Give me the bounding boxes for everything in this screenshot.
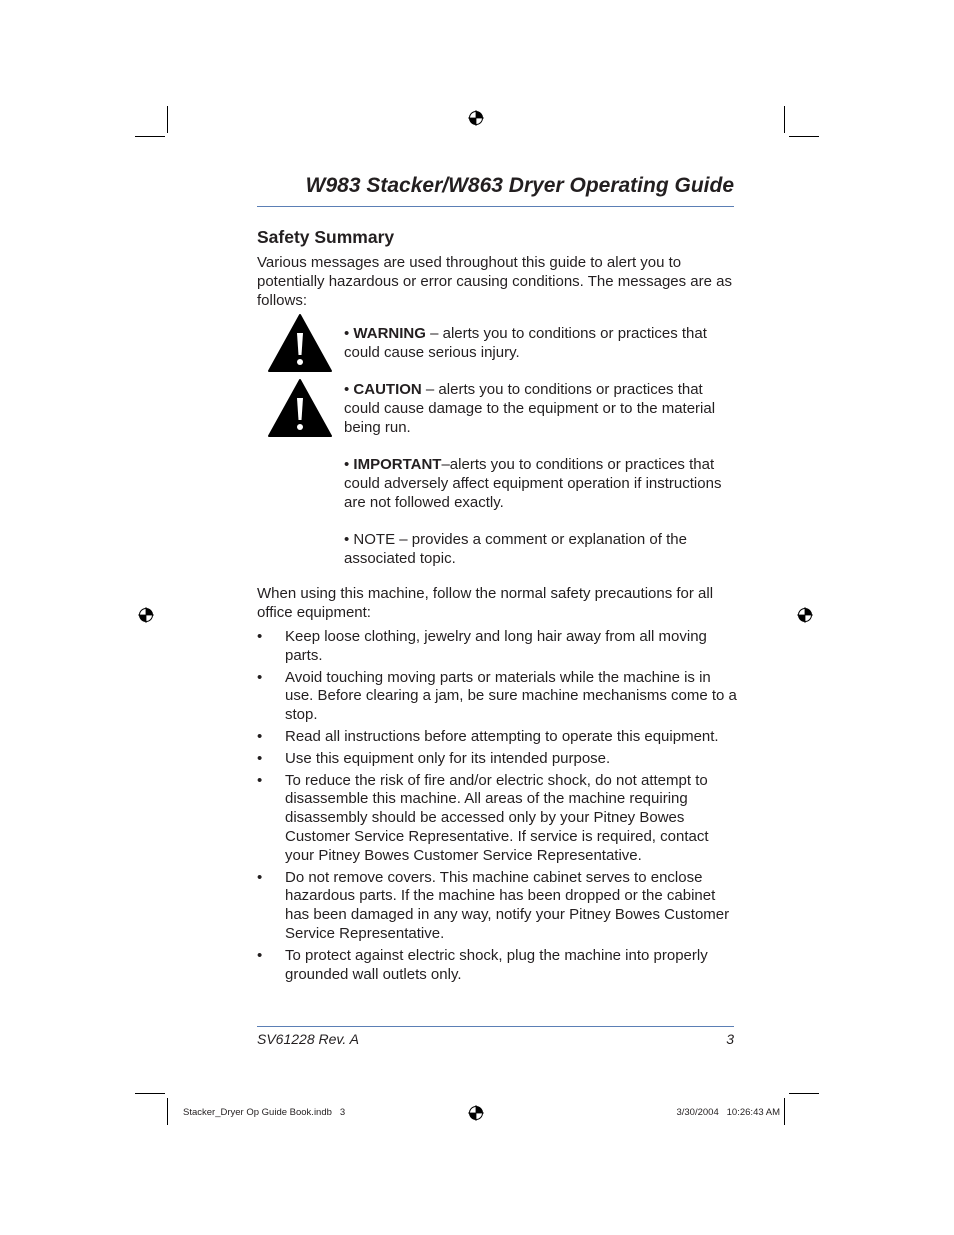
precautions-list	[257, 628, 737, 987]
bullet-glyph: •	[257, 946, 263, 964]
list-item	[257, 669, 737, 725]
warning-triangle-icon	[267, 313, 333, 373]
list-item	[257, 869, 737, 944]
footer-rule	[257, 1026, 734, 1027]
warning-message	[344, 325, 724, 363]
important-label: IMPORTANT	[353, 456, 442, 473]
important-bullet: •	[344, 456, 354, 473]
list-item-text: Do not remove covers. This machine cabinet serves to enclose hazardous parts. If the machine has been dropped or the cabinet has been damaged in any way, notify your Pitney Bowes Customer Service Representative.	[285, 868, 730, 942]
crop-mark	[789, 136, 819, 137]
list-item-text: Avoid touching moving parts or materials while the machine is in use. Before clearing a jam, be sure machine mechanisms come to a stop.	[285, 668, 737, 724]
page-title: W983 Stacker/W863 Dryer Operating Guide	[305, 174, 734, 197]
important-message	[344, 456, 724, 512]
precautions-intro: When using this machine, follow the normal safety precautions for all office equipment:	[257, 585, 714, 621]
crop-mark	[135, 1093, 165, 1094]
page-number: 3	[726, 1031, 734, 1047]
registration-mark-icon	[468, 1105, 484, 1121]
registration-mark-icon	[138, 607, 154, 623]
list-item-text: Keep loose clothing, jewelry and long hair away from all moving parts.	[285, 628, 707, 664]
crop-mark	[135, 136, 165, 137]
crop-mark	[167, 1098, 168, 1125]
list-item-text: To protect against electric shock, plug the machine into properly grounded wall outlets only.	[285, 946, 708, 983]
caution-bullet: •	[344, 381, 354, 398]
list-item	[257, 750, 737, 769]
caution-message	[344, 381, 724, 437]
list-item-text: Use this equipment only for its intended purpose.	[285, 749, 611, 767]
note-message: • NOTE – provides a comment or explanation of the associated topic.	[344, 531, 687, 567]
list-item-text: To reduce the risk of fire and/or electric shock, do not attempt to disassemble this machine. All areas of the machine requiring disassembly should be accessed only by your Pitney Bowes Customer Service Representative. If service is required, contact your Pitney Bowes Customer Service Representative.	[285, 771, 709, 864]
caution-text: – alerts you to conditions or practices that could cause damage to the equipment or to the material being run.	[344, 381, 716, 436]
warning-text: – alerts you to conditions or practices that could cause serious injury.	[344, 325, 707, 361]
bullet-glyph: •	[257, 868, 263, 886]
bullet-glyph: •	[257, 727, 263, 745]
doc-number: SV61228 Rev. A	[257, 1031, 359, 1047]
list-item-text: Read all instructions before attempting to operate this equipment.	[285, 727, 719, 745]
crop-mark	[167, 106, 168, 133]
warning-label: WARNING	[353, 325, 426, 342]
section-heading: Safety Summary	[257, 227, 395, 247]
header-rule	[257, 206, 734, 207]
registration-mark-icon	[468, 110, 484, 126]
list-item	[257, 728, 737, 747]
crop-mark	[789, 1093, 819, 1094]
slug-timestamp: 3/30/2004 10:26:43 AM	[676, 1107, 780, 1118]
crop-mark	[784, 106, 785, 133]
list-item	[257, 628, 737, 666]
caution-label: CAUTION	[353, 381, 422, 398]
list-item	[257, 947, 737, 985]
registration-mark-icon	[797, 607, 813, 623]
warning-bullet: •	[344, 325, 354, 342]
slug-filename: Stacker_Dryer Op Guide Book.indb 3	[183, 1107, 346, 1118]
bullet-glyph: •	[257, 771, 263, 789]
bullet-glyph: •	[257, 668, 263, 686]
bullet-glyph: •	[257, 749, 263, 767]
important-text: –alerts you to conditions or practices that could adversely affect equipment operation if instructions are not followed exactly.	[344, 456, 722, 511]
list-item	[257, 772, 737, 866]
bullet-glyph: •	[257, 628, 263, 645]
crop-mark	[784, 1098, 785, 1125]
intro-paragraph: Various messages are used throughout this guide to alert you to potentially hazardous or error causing conditions. The messages are as follows:	[257, 254, 732, 309]
caution-triangle-icon	[267, 378, 333, 438]
